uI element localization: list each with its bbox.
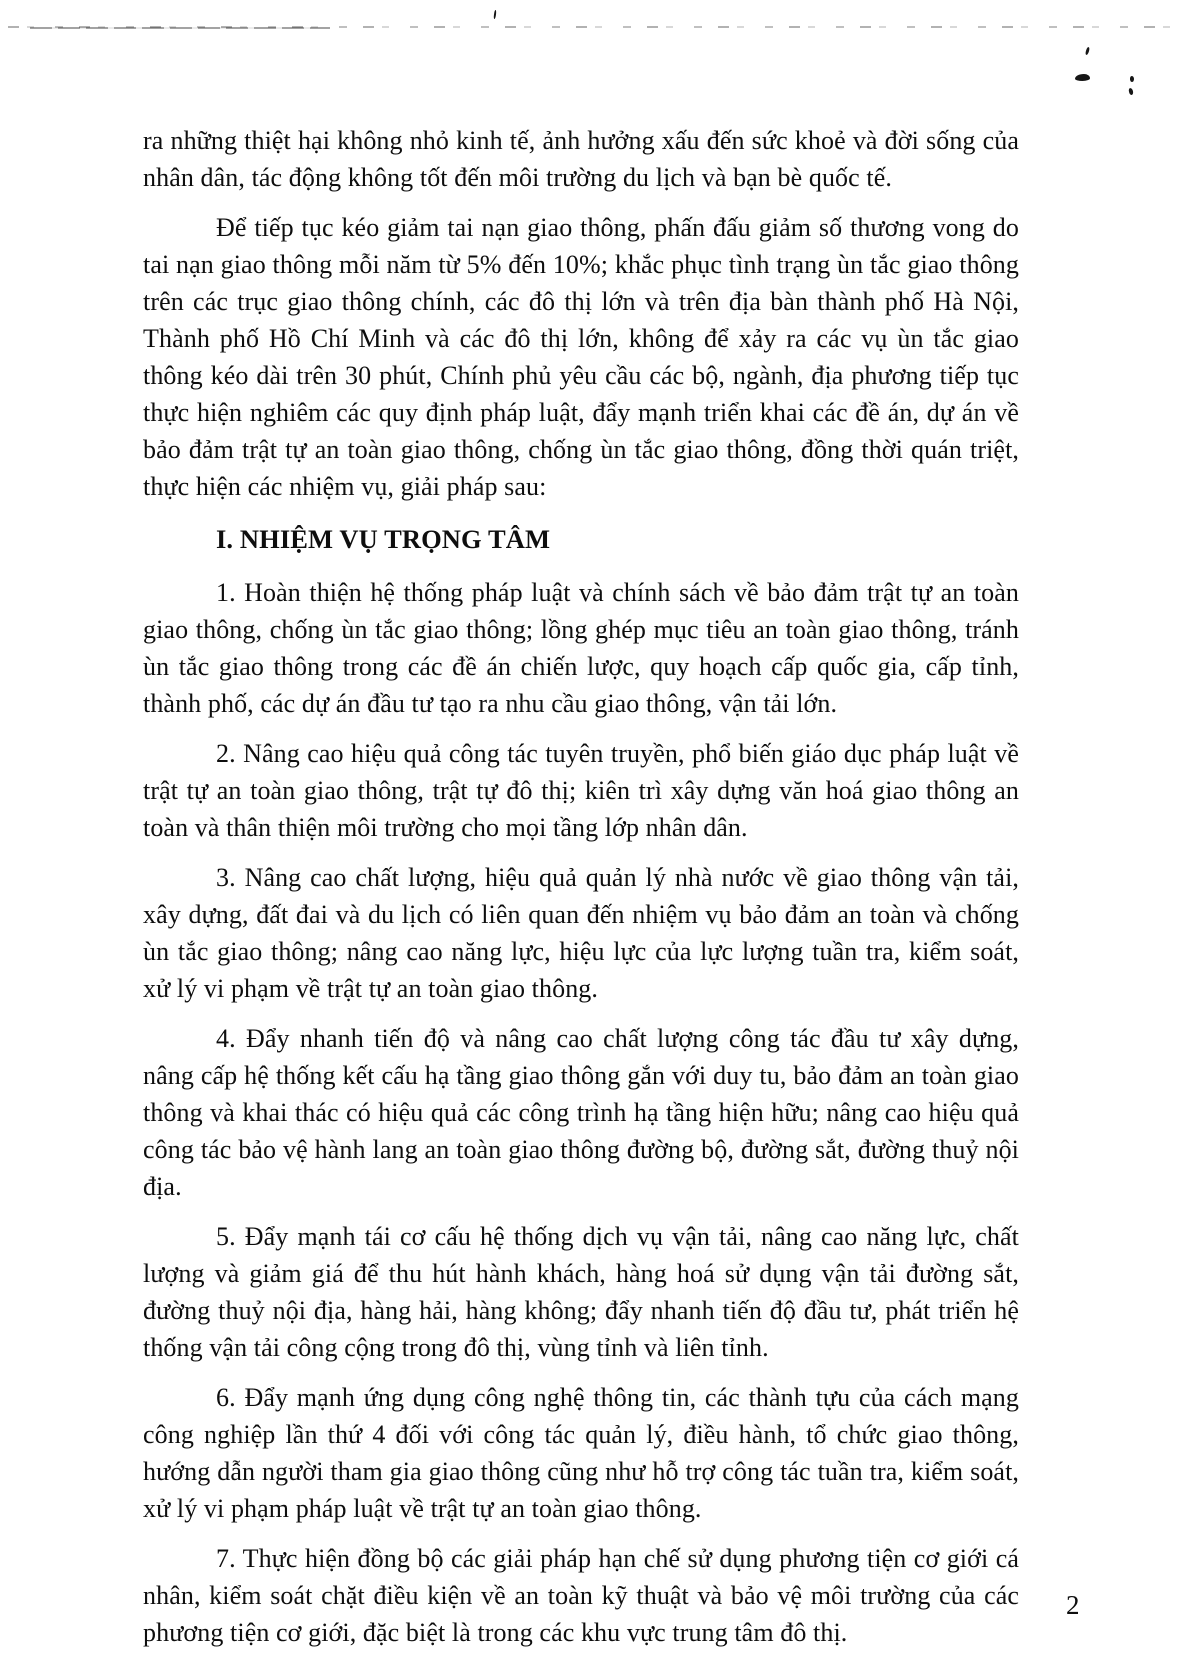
task-item-3: 3. Nâng cao chất lượng, hiệu quả quản lý nhà nước về giao thông vận tải, xây dựng, đất đai và du lịch có liên quan đến nhiệm vụ bảo đảm an toàn và chống ùn tắc giao thông; nâng cao năng lực, hiệu lực của lực lượng tuần tra, kiểm soát, xử lý vi phạm về trật tự an toàn giao thông. (143, 863, 1019, 1003)
task-item-2: 2. Nâng cao hiệu quả công tác tuyên truyền, phổ biến giáo dục pháp luật về trật tự an toàn giao thông, trật tự đô thị; kiên trì xây dựng văn hoá giao thông an toàn và thân thiện môi trường cho mọi tầng lớp nhân dân. (143, 739, 1019, 842)
page-number: 2 (1066, 1590, 1080, 1620)
scan-artifact-dashed-line-dense (30, 27, 330, 29)
task-item-1: 1. Hoàn thiện hệ thống pháp luật và chính sách về bảo đảm trật tự an toàn giao thông, chống ùn tắc giao thông; lồng ghép mục tiêu an toàn giao thông, tránh ùn tắc giao thông trong các đề án chiến lược, quy hoạch cấp quốc gia, cấp tỉnh, thành phố, các dự án đầu tư tạo ra nhu cầu giao thông, vận tải lớn. (143, 578, 1019, 718)
document-text-block (143, 122, 1019, 1664)
paragraph-continuation: ra những thiệt hại không nhỏ kinh tế, ảnh hưởng xấu đến sức khoẻ và đời sống của nhân dân, tác động không tốt đến môi trường du lịch và bạn bè quốc tế. (143, 126, 1019, 192)
scan-artifact-speck (1085, 47, 1090, 56)
section-heading: I. NHIỆM VỤ TRỌNG TÂM (216, 524, 551, 554)
task-item-7: 7. Thực hiện đồng bộ các giải pháp hạn chế sử dụng phương tiện cơ giới cá nhân, kiểm soát chặt điều kiện về an toàn kỹ thuật và bảo vệ môi trường của các phương tiện cơ giới, đặc biệt là trong các khu vực trung tâm đô thị. (143, 1544, 1019, 1647)
task-item-6: 6. Đẩy mạnh ứng dụng công nghệ thông tin, các thành tựu của cách mạng công nghiệp lần thứ 4 đối với công tác quản lý, điều hành, tổ chức giao thông, hướng dẫn người tham gia giao thông cũng như hỗ trợ công tác tuần tra, kiểm soát, xử lý vi phạm pháp luật về trật tự an toàn giao thông. (143, 1383, 1019, 1523)
scan-artifact-speck (1128, 88, 1133, 96)
scan-artifact-speck (493, 10, 496, 19)
scan-artifact-speck (1075, 74, 1090, 81)
paragraph-intro: Để tiếp tục kéo giảm tai nạn giao thông, phấn đấu giảm số thương vong do tai nạn giao thông mỗi năm từ 5% đến 10%; khắc phục tình trạng ùn tắc giao thông trên các trục giao thông chính, các đô thị lớn và trên địa bàn thành phố Hà Nội, Thành phố Hồ Chí Minh và các đô thị lớn, không để xảy ra các vụ ùn tắc giao thông kéo dài trên 30 phút, Chính phủ yêu cầu các bộ, ngành, địa phương tiếp tục thực hiện nghiêm các quy định pháp luật, đẩy mạnh triển khai các đề án, dự án về bảo đảm trật tự an toàn giao thông, chống ùn tắc giao thông, đồng thời quán triệt, thực hiện các nhiệm vụ, giải pháp sau: (143, 213, 1019, 501)
task-item-5: 5. Đẩy mạnh tái cơ cấu hệ thống dịch vụ vận tải, nâng cao năng lực, chất lượng và giảm giá để thu hút hành khách, hàng hoá sử dụng vận tải đường sắt, đường thuỷ nội địa, hàng hải, hàng không; đẩy nhanh tiến độ đầu tư, phát triển hệ thống vận tải công cộng trong đô thị, vùng tỉnh và liên tỉnh. (143, 1222, 1019, 1362)
task-item-4: 4. Đẩy nhanh tiến độ và nâng cao chất lượng công tác đầu tư xây dựng, nâng cấp hệ thống kết cấu hạ tầng giao thông gắn với duy tu, bảo đảm an toàn giao thông và khai thác có hiệu quả các công trình hạ tầng hiện hữu; nâng cao hiệu quả công tác bảo vệ hành lang an toàn giao thông đường bộ, đường sắt, đường thuỷ nội địa. (143, 1024, 1019, 1201)
scan-artifact-speck (1130, 76, 1134, 82)
